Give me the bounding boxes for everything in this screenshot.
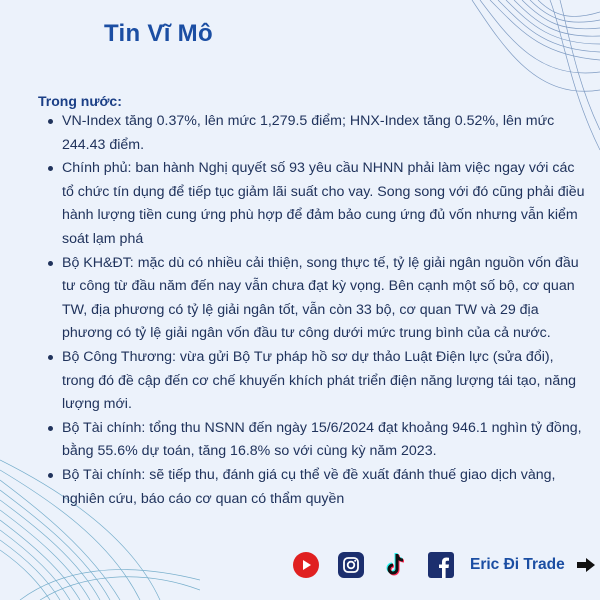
youtube-link[interactable] bbox=[292, 551, 320, 579]
news-list bbox=[40, 110, 585, 511]
tiktok-link[interactable] bbox=[382, 551, 410, 579]
arrow-right-icon[interactable] bbox=[575, 555, 597, 575]
instagram-icon bbox=[338, 552, 364, 578]
news-item: Bộ Công Thương: vừa gửi Bộ Tư pháp hồ sơ dự thảo Luật Điện lực (sửa đổi), trong đó đề cập đến cơ chế khuyến khích phát triển điện năng lượng tái tạo, năng lượng mới. bbox=[40, 346, 585, 417]
page-title: Tin Vĩ Mô bbox=[104, 20, 213, 47]
brand-name: Eric Đi Trade bbox=[470, 556, 565, 573]
news-item: Bộ Tài chính: tổng thu NSNN đến ngày 15/6/2024 đạt khoảng 946.1 nghìn tỷ đồng, bằng 55.6% dự toán, tăng 16.8% so với cùng kỳ năm 2023. bbox=[40, 417, 585, 464]
facebook-link[interactable] bbox=[427, 551, 455, 579]
news-item: Bộ Tài chính: sẽ tiếp thu, đánh giá cụ thể về đề xuất đánh thuế giao dịch vàng, nghiên cứu, báo cáo cơ quan có thẩm quyền bbox=[40, 464, 585, 511]
news-item: Chính phủ: ban hành Nghị quyết số 93 yêu cầu NHNN phải làm việc ngay với các tổ chức tín dụng để tiếp tục giảm lãi suất cho vay. Song song với đó cũng phải điều hành lượng tiền cung ứng phù hợp để đảm bảo cung ứng đủ vốn nhưng vẫn kiểm soát lạm phá bbox=[40, 157, 585, 251]
instagram-link[interactable] bbox=[337, 551, 365, 579]
tiktok-icon bbox=[383, 551, 409, 579]
facebook-icon bbox=[428, 552, 454, 578]
news-item: VN-Index tăng 0.37%, lên mức 1,279.5 điểm; HNX-Index tăng 0.52%, lên mức 244.43 điểm. bbox=[40, 110, 585, 157]
youtube-icon bbox=[293, 552, 319, 578]
social-footer bbox=[292, 549, 597, 581]
news-item: Bộ KH&ĐT: mặc dù có nhiều cải thiện, song thực tế, tỷ lệ giải ngân nguồn vốn đầu tư công từ đầu năm đến nay vẫn chưa đạt kỳ vọng. Bên cạnh một số bộ, cơ quan TW, địa phương có tỷ lệ giải ngân tốt, vẫn còn 33 bộ, cơ quan TW và 29 địa phương có tỷ lệ giải ngân vốn đầu tư công dưới mức trung bình của cả nước. bbox=[40, 252, 585, 346]
section-heading-domestic: Trong nước: bbox=[38, 93, 122, 109]
